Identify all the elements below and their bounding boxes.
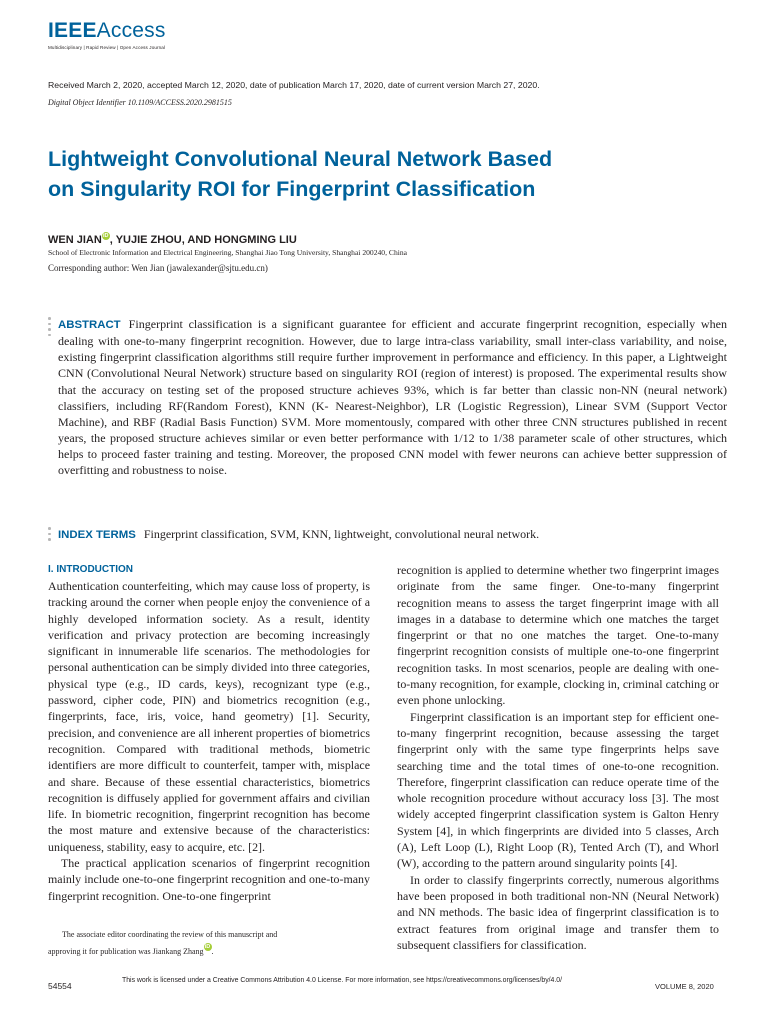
journal-logo — [48, 20, 166, 50]
paragraph: Authentication counterfeiting, which may cause loss of property, is tracking around the corner when people enjoy the convenience of a highly developed information society. As a result, identity verification and privacy protection are becoming increasingly significant in innumerable life scenarios. The methodologies for personal authentication can be simply divided into three categories, physical type (e.g., ID cards, keys), recognizant type (e.g., password, cipher code, PIN) and biometrics recognition (e.g., fingerprints, face, iris, voice, hand geometry) [1]. Security, precision, and convenience are all inherent properties of biometrics recognition. Compared with traditional methods, biometric identifiers are more difficult to counterfeit, tamper with, misplace and share. Because of these essential characteristics, biometrics recognition is diffusely applied for government affairs and civilian life. In biometric recognition, fingerprint recognition has become the most mature and extensive because of the characteristics: uniqueness, stability, easy to acquire, etc. [2]. — [48, 579, 370, 854]
corresponding-author: Corresponding author: Wen Jian (jawalexander@sjtu.edu.cn) — [48, 263, 268, 273]
footnote-line-2: approving it for publication was Jiankang ZhangiD. — [48, 944, 214, 956]
editor-footnote — [48, 926, 370, 960]
doi: Digital Object Identifier 10.1109/ACCESS.2020.2981515 — [48, 98, 232, 107]
index-terms-marker-icon — [48, 527, 50, 544]
paragraph: Fingerprint classification is an important step for efficient one-to-many fingerprint recognition, because assessing the target fingerprint only with the same type fingerprints helps save searching time and the total times of one-to-one recognition. Therefore, fingerprint classification can reduce operate time of the whole recognition procedure without accuracy loss [3]. The most widely accepted fingerprint classification system is Galton Henry System [4], in which fingerprints are divided into 5 classes, Arch (A), Left Loop (L), Right Loop (R), Tented Arch (T), and Whorl (W), according to the pattern around singularity points [4]. — [397, 709, 719, 871]
affiliation: School of Electronic Information and Electrical Engineering, Shanghai Jiao Tong University, Shanghai 200240, China — [48, 248, 408, 257]
paper-title — [48, 144, 688, 204]
title-line-1: Lightweight Convolutional Neural Network Based — [48, 147, 553, 171]
received-dates: Received March 2, 2020, accepted March 12, 2020, date of publication March 17, 2020, date of current version March 27, 2020. — [48, 80, 540, 90]
index-terms — [58, 527, 727, 542]
right-column — [397, 562, 719, 953]
journal-brand: IEEEAccess — [48, 19, 166, 42]
index-terms-label: INDEX TERMS — [58, 529, 136, 541]
orcid-icon[interactable]: iD — [204, 944, 211, 950]
license-notice[interactable]: This work is licensed under a Creative Commons Attribution 4.0 License. For more information, see https://creativecommons.org/licenses/by/4.0/ — [122, 977, 563, 984]
abstract-text: Fingerprint classification is a significant guarantee for efficient and accurate fingerprint recognition, especially when dealing with one-to-many fingerprint recognition. However, due to large intra-class variability, small inter-class variability, and noise, existing fingerprint classification algorithms still require further improvement in performance and efficiency. In this paper, a Lightweight CNN (Convolutional Neural Network) structure based on singularity ROI (region of interest) is proposed. The experimental results show that the accuracy on testing set of the proposed structure achieves 93%, which is far better than classic non-NN (neural network) classifiers, including RF(Random Forest), KNN (K- Nearest-Neighbor), LR (Logistic Regression), Linear SVM (Support Vector Machine), and RBF (Radial Basis Function) SVM. More momentously, compared with other three CNN structures published in recent years, the proposed structure achieves similar or even better performance with 1/12 to 1/38 parameter scale of other structures, which helps to proceed faster training and testing. Moreover, the proposed CNN model with fewer neurons can achieve better suppression of overfitting and robustness to noise. — [58, 317, 727, 478]
journal-tagline: Multidisciplinary | Rapid Review | Open Access Journal — [48, 45, 166, 50]
author-list — [48, 232, 297, 246]
section-heading: I. INTRODUCTION — [48, 564, 133, 575]
paragraph: In order to classify fingerprints correctly, numerous algorithms have been proposed in both traditional non-NN (Neural Network) and NN methods. The basic idea of fingerprint classification is to extract features from original image and transfer them to subsequent classifiers for classification. — [397, 872, 719, 952]
abstract — [58, 316, 727, 479]
orcid-icon[interactable]: iD — [103, 233, 109, 239]
paragraph: recognition is applied to determine whether two fingerprint images originate from the same finger. One-to-many fingerprint recognition means to assess the target fingerprint image with all images in a database to determine which one matches the target fingerprint or that no one matches the target. One-to-many fingerprint recognition consists of multiple one-to-one fingerprint recognition tasks. In most scenarios, people are dealing with one-to-many recognition, for example, clocking in, criminal catching or even phone unlocking. — [397, 563, 719, 708]
volume-label: VOLUME 8, 2020 — [655, 982, 714, 991]
author-first: WEN JIAN — [48, 234, 102, 246]
abstract-label: ABSTRACT — [58, 319, 121, 331]
title-line-2: on Singularity ROI for Fingerprint Classification — [48, 177, 536, 201]
paragraph: The practical application scenarios of fingerprint recognition mainly include one-to-one fingerprint recognition and one-to-many fingerprint recognition. One-to-one fingerprint — [48, 856, 370, 903]
footnote-line-1: The associate editor coordinating the review of this manuscript and — [62, 930, 278, 939]
abstract-marker-icon — [48, 317, 50, 339]
author-rest: , YUJIE ZHOU, AND HONGMING LIU — [109, 234, 297, 246]
page-number: 54554 — [48, 981, 72, 991]
index-terms-text: Fingerprint classification, SVM, KNN, lightweight, convolutional neural network. — [143, 527, 540, 541]
left-column — [48, 562, 370, 904]
